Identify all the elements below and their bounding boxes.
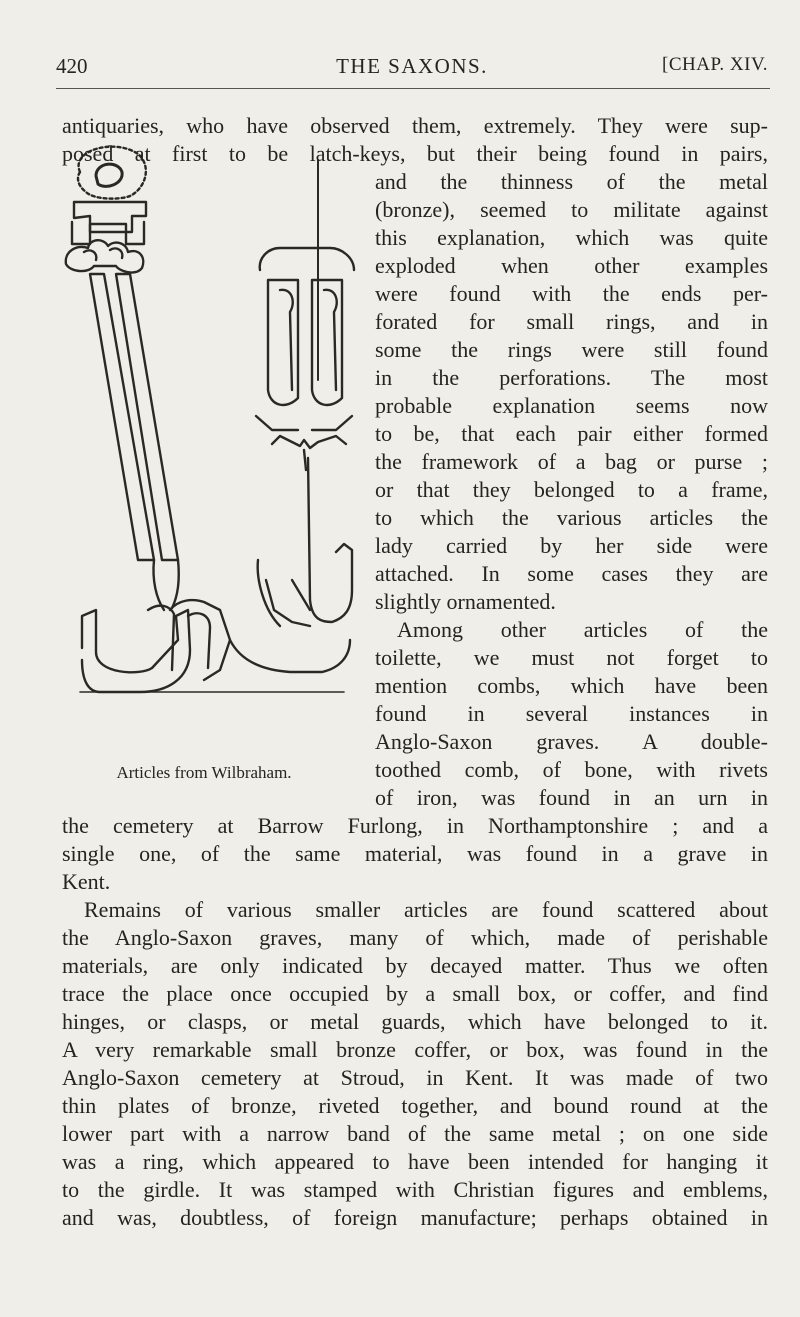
text-line: toothed comb, of bone, with rivets xyxy=(375,757,768,782)
chapter-label: [CHAP. XIV. xyxy=(662,54,768,75)
text-line: exploded when other examples xyxy=(375,253,768,278)
text-line: to be, that each pair either formed xyxy=(375,421,768,446)
text-line: the cemetery at Barrow Furlong, in Northamptonshire ; and a xyxy=(62,813,768,838)
text-line: Anglo-Saxon cemetery at Stroud, in Kent. It was made of two xyxy=(62,1065,768,1090)
text-line: trace the place once occupied by a small box, or coffer, and find xyxy=(62,981,768,1006)
text-line: mention combs, which have been xyxy=(375,673,768,698)
text-line: toilette, we must not forget to xyxy=(375,645,768,670)
text-line: was a ring, which appeared to have been intended for hanging it xyxy=(62,1149,768,1174)
text-line: to the girdle. It was stamped with Christian figures and emblems, xyxy=(62,1177,768,1202)
text-line: probable explanation seems now xyxy=(375,393,768,418)
running-title: THE SAXONS. xyxy=(336,54,488,78)
page-header xyxy=(56,54,768,82)
text-line: the Anglo-Saxon graves, many of which, made of perishable xyxy=(62,925,768,950)
header-rule xyxy=(56,88,770,89)
right-latch-key-figure xyxy=(170,160,354,680)
text-line: some the rings were still found xyxy=(375,337,768,362)
text-line: this explanation, which was quite xyxy=(375,225,768,250)
text-line: thin plates of bronze, riveted together, and bound round at the xyxy=(62,1093,768,1118)
text-line: of iron, was found in an urn in xyxy=(375,785,768,810)
latch-key-illustration xyxy=(60,140,360,700)
text-line: found in several instances in xyxy=(375,701,768,726)
text-line: antiquaries, who have observed them, extremely. They were sup- xyxy=(62,113,768,138)
text-line: in the perforations. The most xyxy=(375,365,768,390)
text-line: and the thinness of the metal xyxy=(375,169,768,194)
text-line: lady carried by her side were xyxy=(375,533,768,558)
left-latch-key-figure xyxy=(66,147,344,692)
figure-caption: Articles from Wilbraham. xyxy=(116,763,292,782)
text-line: materials, are only indicated by decayed matter. Thus we often xyxy=(62,953,768,978)
text-line: Remains of various smaller articles are found scattered about xyxy=(84,897,768,922)
text-line: or that they belonged to a frame, xyxy=(375,477,768,502)
text-line: to which the various articles the xyxy=(375,505,768,530)
text-line: Anglo-Saxon graves. A double- xyxy=(375,729,768,754)
text-line: single one, of the same material, was found in a grave in xyxy=(62,841,768,866)
text-line: were found with the ends per- xyxy=(375,281,768,306)
text-line: (bronze), seemed to militate against xyxy=(375,197,768,222)
text-line: Kent. xyxy=(62,869,111,894)
text-line: forated for small rings, and in xyxy=(375,309,768,334)
text-line: hinges, or clasps, or metal guards, which have belonged to it. xyxy=(62,1009,768,1034)
text-line: slightly ornamented. xyxy=(375,589,556,614)
text-line: A very remarkable small bronze coffer, or box, was found in the xyxy=(62,1037,768,1062)
text-line: Among other articles of the xyxy=(397,617,768,642)
text-line: the framework of a bag or purse ; xyxy=(375,449,768,474)
text-line: lower part with a narrow band of the same metal ; on one side xyxy=(62,1121,768,1146)
text-line: posed at first to be latch-keys, but their being found in pairs, xyxy=(62,141,768,166)
text-line: and was, doubtless, of foreign manufacture; perhaps obtained in xyxy=(62,1205,768,1230)
text-line: attached. In some cases they are xyxy=(375,561,768,586)
page-number: 420 xyxy=(56,54,88,78)
